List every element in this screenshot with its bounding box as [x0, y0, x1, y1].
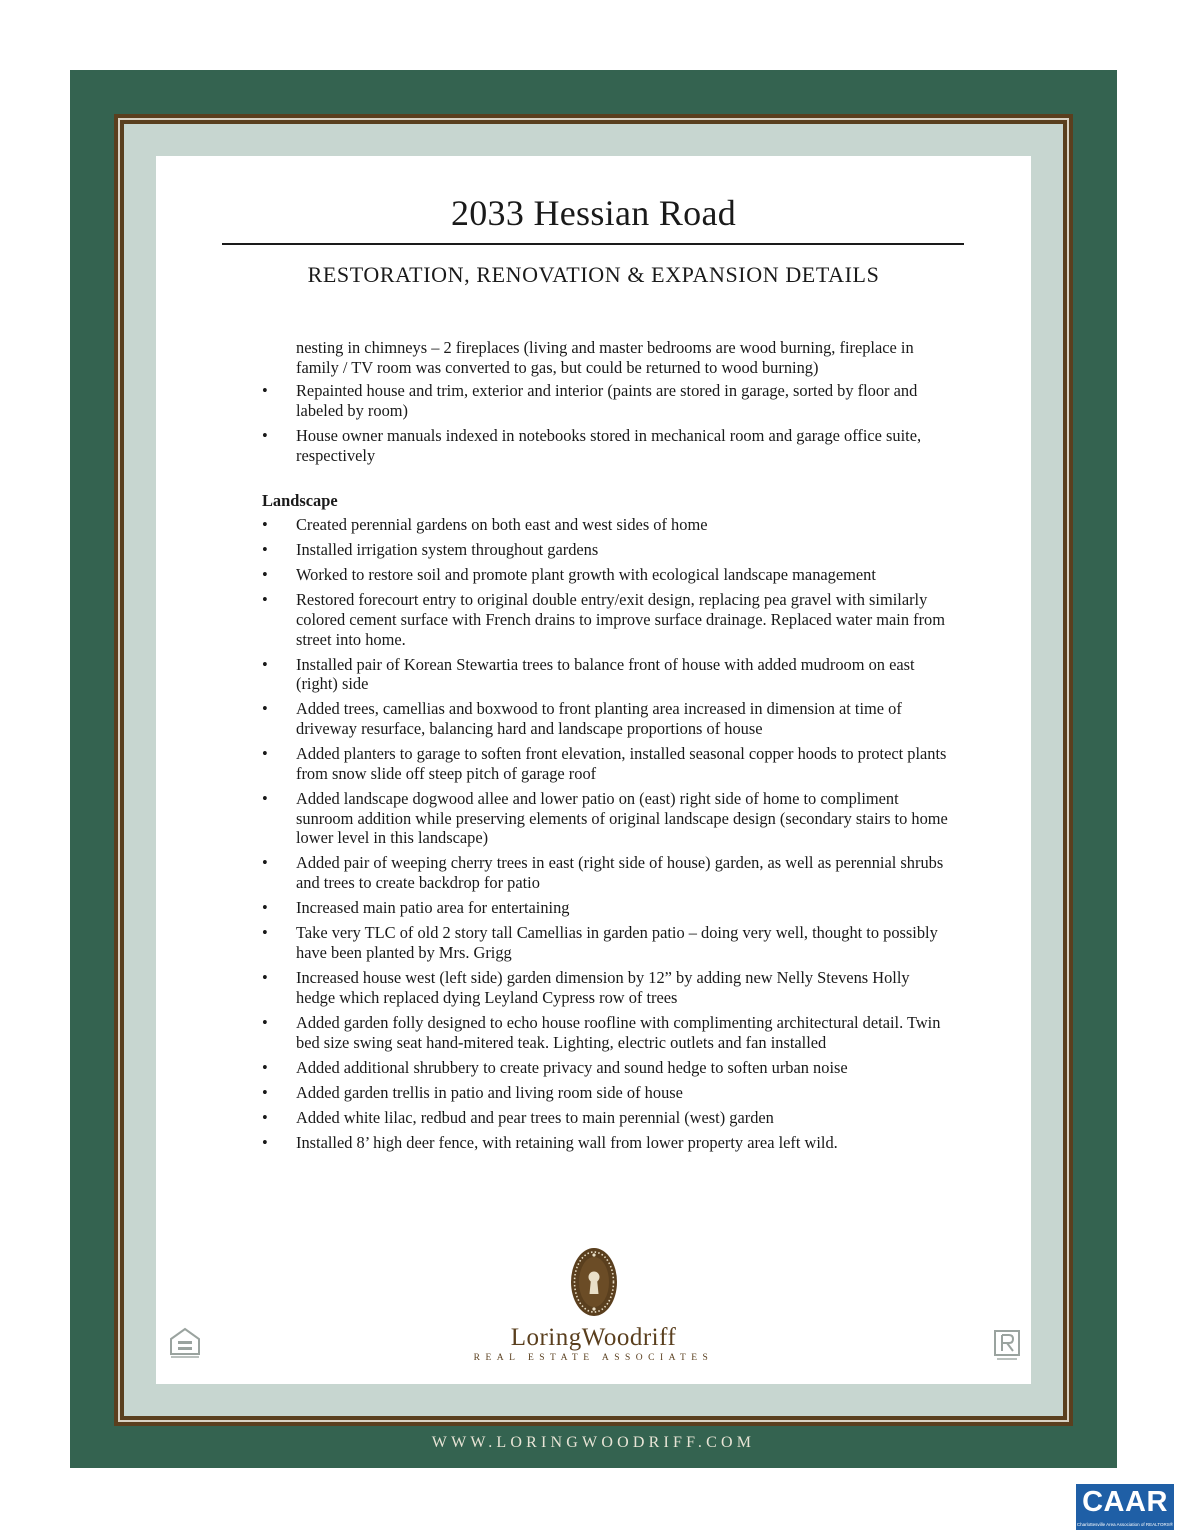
list-item: • Added garden folly designed to echo house roofline with complimenting architectural detail. Twin bed size swing seat hand-mitered teak. Lighting, electric outlets and fan installed	[262, 1012, 941, 1052]
bullet-icon: •	[262, 539, 268, 559]
list-item: • Added additional shrubbery to create privacy and sound hedge to soften urban noise	[262, 1057, 848, 1077]
continued-paragraph: nesting in chimneys – 2 fireplaces (living and master bedrooms are wood burning, fireplace in family / TV room was converted to gas, but could be returned to wood burning)	[296, 338, 914, 377]
list-item: • Added pair of weeping cherry trees in east (right side of house) garden, as well as perennial shrubs and trees to create backdrop for patio	[262, 853, 944, 892]
list-item: • Installed pair of Korean Stewartia trees to balance front of house with added mudroom on east (right) side	[262, 654, 915, 694]
list-item: • Increased main patio area for entertaining	[262, 898, 570, 918]
caar-subtitle: Charlottesville Area Association of REALTORS®	[1076, 1522, 1174, 1527]
bullet-icon: •	[262, 853, 268, 873]
bullet-icon: •	[262, 590, 268, 610]
landscape-bullet-list	[262, 515, 952, 1153]
list-item: • Repainted house and trim, exterior and interior (paints are stored in garage, sorted by floor and labeled by room)	[262, 381, 918, 420]
list-item: • Take very TLC of old 2 story tall Camellias in garden patio – doing very well, thought to possibly have been planted by Mrs. Grigg	[262, 923, 938, 962]
list-item: • Installed 8’ high deer fence, with retaining wall from lower property area left wild.	[262, 1133, 838, 1153]
page-title: 2033 Hessian Road	[450, 193, 737, 233]
bullet-icon: •	[262, 425, 268, 445]
section-heading-landscape: Landscape	[262, 491, 338, 511]
list-item: • Added garden trellis in patio and living room side of house	[262, 1082, 683, 1102]
caar-badge	[1076, 1484, 1174, 1530]
bullet-icon: •	[262, 789, 268, 809]
bullet-icon: •	[262, 1108, 268, 1128]
title-divider	[222, 243, 964, 245]
list-item: • Added trees, camellias and boxwood to front planting area increased in dimension at time of driveway resurface, balancing hard and landscape proportions of house	[262, 699, 902, 739]
realtor-logo-icon	[993, 1329, 1021, 1363]
bullet-icon: •	[262, 1133, 268, 1153]
bullet-icon: •	[262, 1012, 268, 1032]
brand-logo	[156, 1246, 1031, 1363]
list-item: • Worked to restore soil and promote plant growth with ecological landscape management	[262, 565, 876, 585]
brand-name: LoringWoodriff	[510, 1324, 677, 1351]
document-page	[156, 156, 1031, 1384]
bullet-icon: •	[262, 898, 268, 918]
outer-green-frame	[70, 70, 1117, 1468]
keyhole-emblem-icon	[569, 1246, 619, 1318]
bullet-icon: •	[262, 654, 268, 674]
brand-tagline: REAL ESTATE ASSOCIATES	[473, 1353, 714, 1363]
gray-frame	[124, 124, 1063, 1416]
list-item: • Created perennial gardens on both east and west sides of home	[262, 514, 708, 534]
bullet-icon: •	[262, 968, 268, 988]
caar-label: CAAR	[1082, 1486, 1168, 1518]
equal-housing-opportunity-icon	[168, 1326, 202, 1360]
list-item: • House owner manuals indexed in notebooks stored in mechanical room and garage office suite, respectively	[262, 425, 922, 465]
bullet-icon: •	[262, 514, 268, 534]
document-body	[262, 338, 952, 1158]
bullet-icon: •	[262, 565, 268, 585]
bullet-icon: •	[262, 1057, 268, 1077]
list-item: • Increased house west (left side) garden dimension by 12” by adding new Nelly Stevens Holly hedge which replaced dying Leyland Cypress row of trees	[262, 968, 910, 1007]
website-link[interactable]: WWW.LORINGWOODRIFF.COM	[431, 1434, 756, 1451]
bullet-icon: •	[262, 381, 268, 401]
list-item: • Added landscape dogwood allee and lower patio on (east) right side of home to compliment sunroom addition while preserving elements of original landscape design (secondary stairs to home lower level in this landscape)	[262, 789, 948, 848]
bullet-icon: •	[262, 923, 268, 943]
list-item: • Restored forecourt entry to original double entry/exit design, replacing pea gravel with similarly colored cement surface with French drains to improve surface drainage. Replaced water main from street into home.	[262, 590, 945, 649]
bullet-icon: •	[262, 744, 268, 764]
brown-frame	[114, 114, 1073, 1426]
intro-bullet-list	[262, 381, 952, 465]
page-subtitle: RESTORATION, RENOVATION & EXPANSION DETAILS	[307, 262, 880, 287]
bullet-icon: •	[262, 1082, 268, 1102]
list-item: • Added white lilac, redbud and pear trees to main perennial (west) garden	[262, 1108, 774, 1128]
bullet-icon: •	[262, 699, 268, 719]
list-item: • Installed irrigation system throughout gardens	[262, 539, 599, 559]
list-item: • Added planters to garage to soften front elevation, installed seasonal copper hoods to protect plants from snow slide off steep pitch of garage roof	[262, 744, 947, 783]
